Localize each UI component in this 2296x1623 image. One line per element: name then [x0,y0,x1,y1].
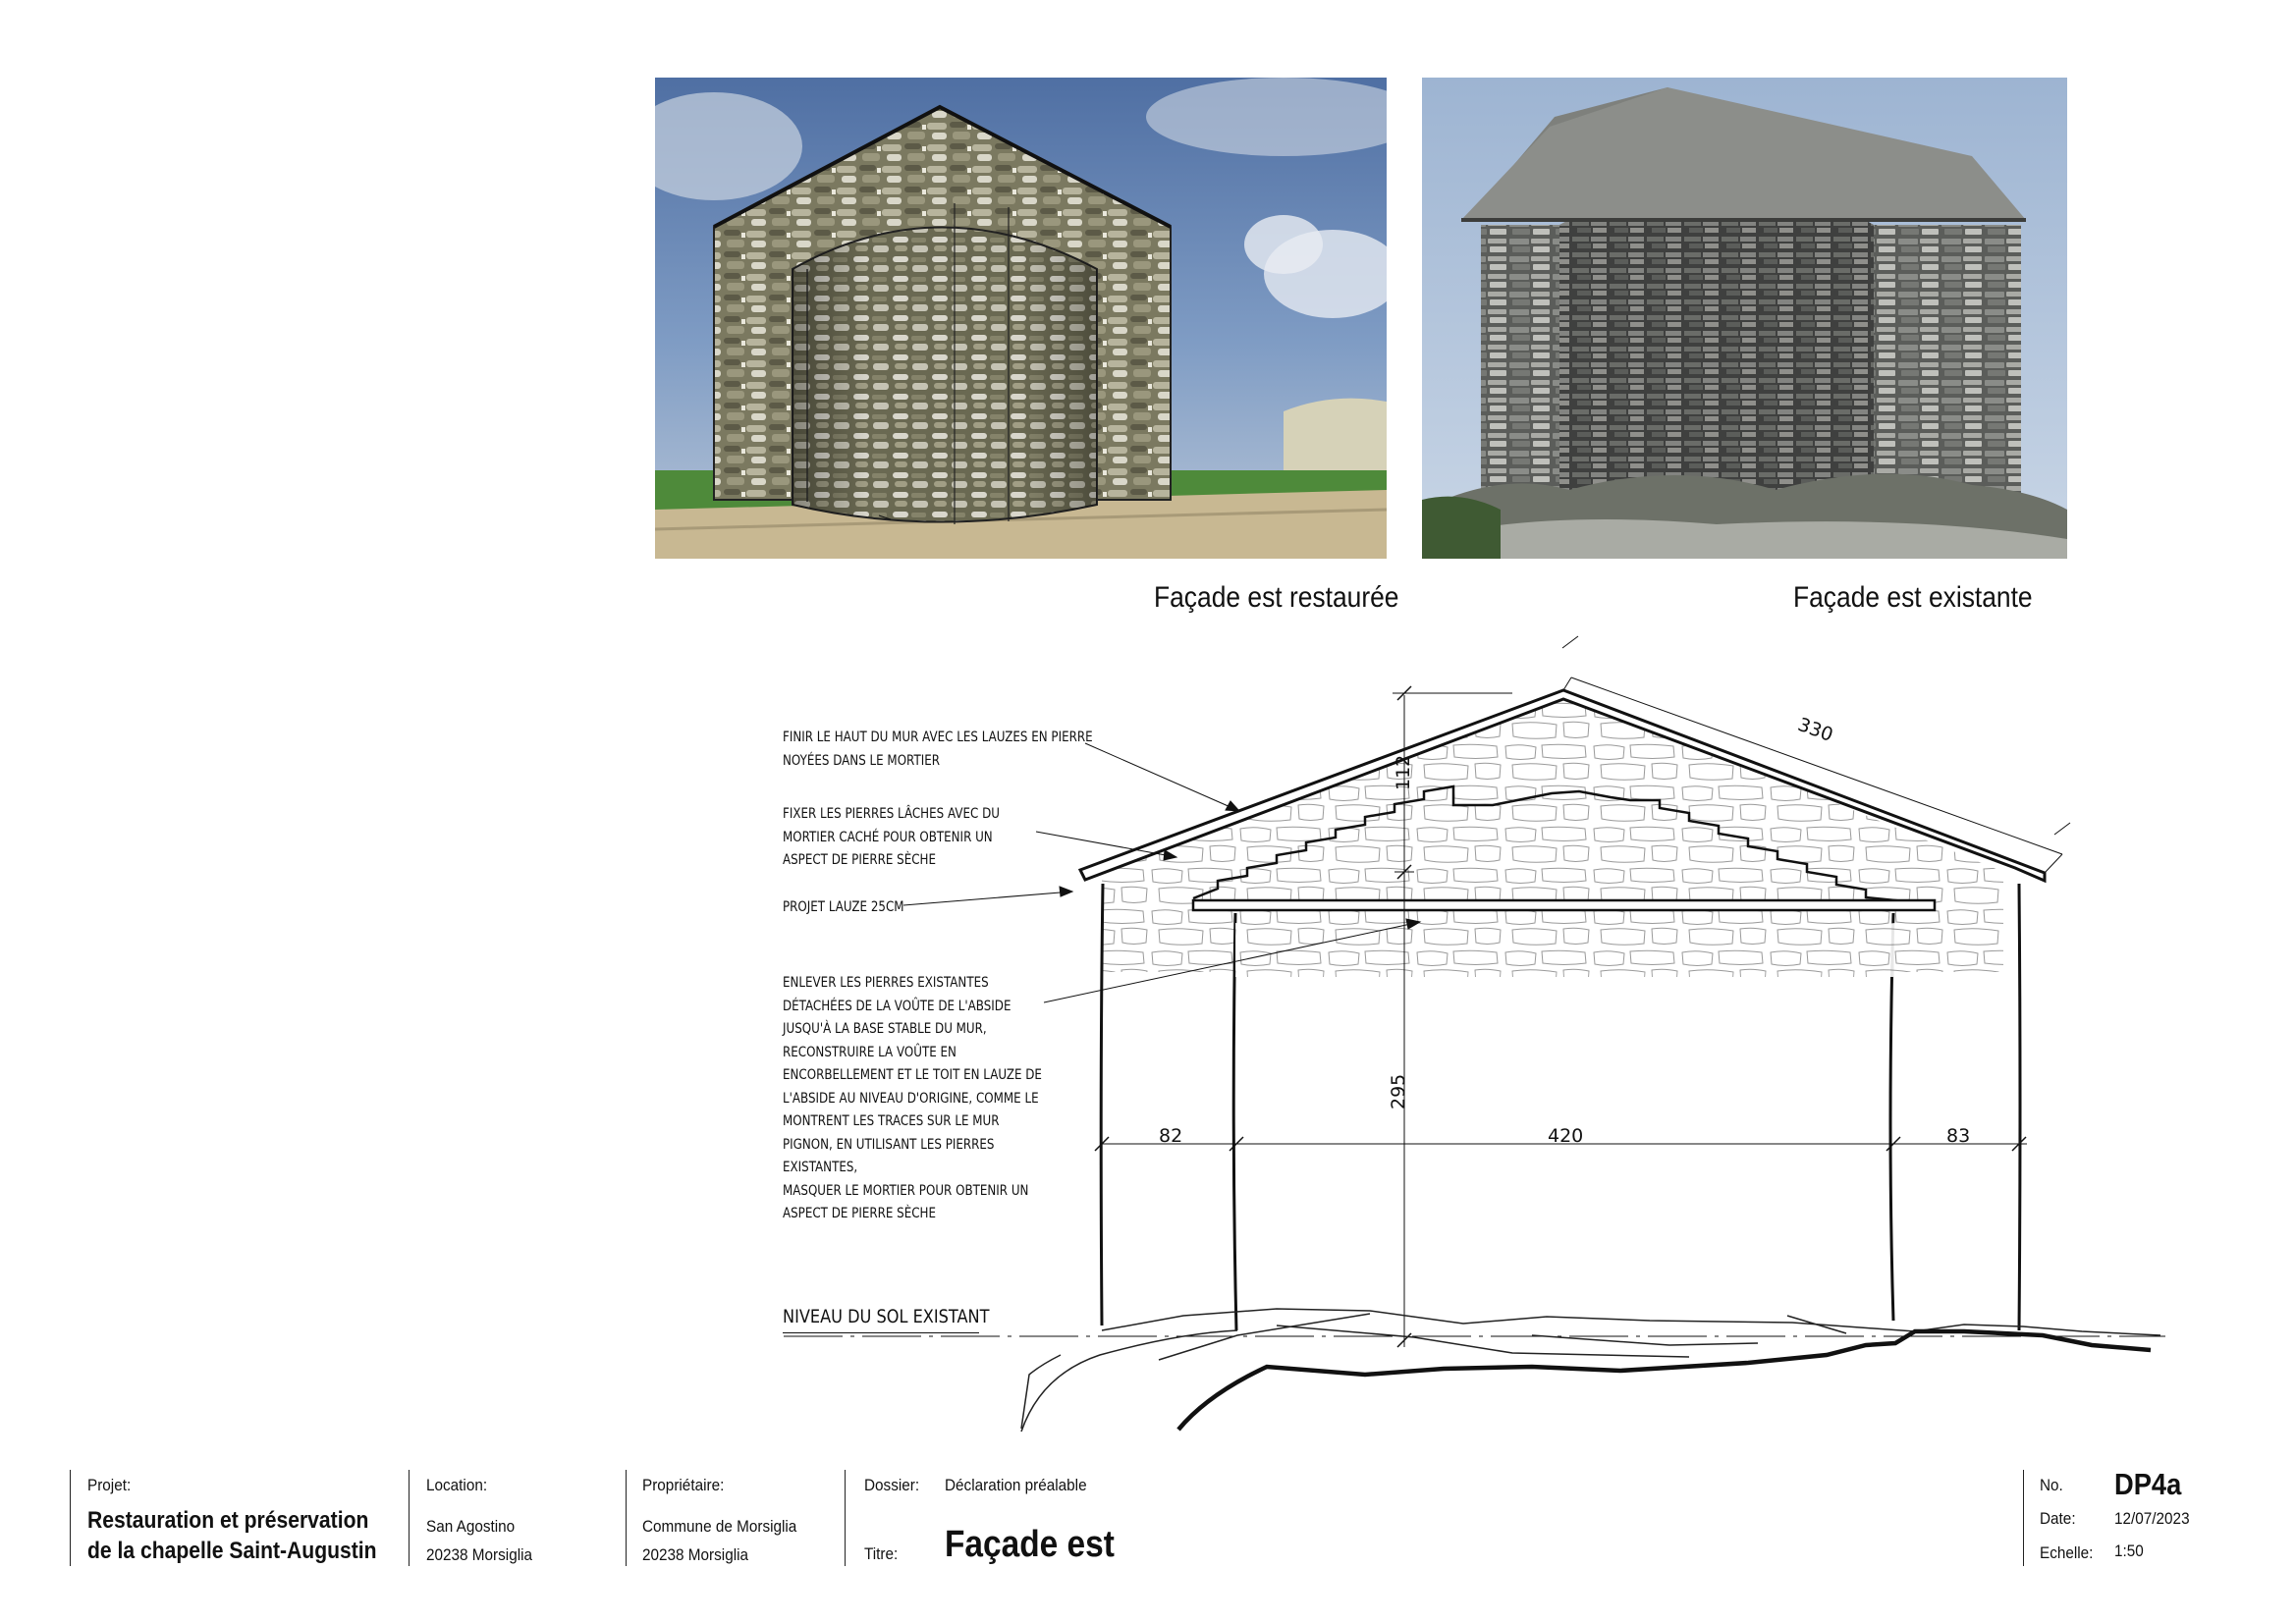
location-value: San Agostino 20238 Morsiglia [426,1517,533,1564]
drawing-title: Façade est [945,1524,1115,1565]
date-value: 12/07/2023 [2114,1509,2190,1528]
gable-height-dimension: 112 [1393,754,1414,790]
wall-height-dimension: 295 [1388,1073,1409,1109]
note-apse-vault: ENLEVER LES PIERRES EXISTANTES DÉTACHÉES DE LA VOÛTE DE L'ABSIDE JUSQU'À LA BASE STABLE DU MUR, RECONSTRUIRE LA VOÛTE EN ENCORBELLEMENT ET LE TOIT EN LAUZE DE L'ABSIDE AU NIVEAU D'ORIGINE, COMME LE MONTRENT LES TRACES SUR LE MUR PIGNON, EN UTILISANT LES PIERRES EXISTANTES, MASQUER LE MORTIER POUR OBTENIR UN ASPECT DE PIERRE SÈCHE [783,975,1042,1221]
apse-lintel-slab [1193,900,1935,910]
ground-label-underline [783,1332,979,1333]
dossier-label: Dossier: [864,1476,920,1494]
titre-label: Titre: [864,1544,899,1563]
roof-slope-dimension: 330 [1794,713,1836,746]
location-label: Location: [426,1476,488,1494]
proprietaire-label: Propriétaire: [642,1476,725,1494]
date-label: Date: [2040,1509,2076,1528]
proprietaire-value: Commune de Morsiglia 20238 Morsiglia [642,1517,797,1564]
drawing-number: DP4a [2114,1467,2182,1501]
existing-facade-caption: Façade est existante [1793,581,2033,614]
left-outer-wall [1101,884,1103,1325]
no-label: No. [2040,1476,2063,1494]
ground-level-label: NIVEAU DU SOL EXISTANT [783,1306,990,1327]
tb-divider [70,1470,71,1566]
projet-value: Restauration et préservation de la chapelle Saint-Augustin [87,1507,377,1564]
tb-divider [626,1470,627,1566]
opening-dimension: 420 [1548,1125,1584,1147]
right-outer-wall [2019,884,2020,1330]
projet-label: Projet: [87,1476,132,1494]
note-lauze-project: PROJET LAUZE 25CM [783,899,904,915]
echelle-value: 1:50 [2114,1542,2144,1560]
note-top-wall-finish: FINIR LE HAUT DU MUR AVEC LES LAUZES EN PIERRE NOYÉES DANS LE MORTIER [783,730,1093,769]
tb-divider [845,1470,846,1566]
left-wall-dimension: 82 [1159,1125,1183,1147]
dossier-value: Déclaration préalable [945,1476,1087,1494]
tb-divider [2023,1470,2024,1566]
right-wall-dimension: 83 [1946,1125,1971,1147]
echelle-label: Echelle: [2040,1543,2094,1562]
tb-divider [409,1470,410,1566]
restored-facade-caption: Façade est restaurée [1154,581,1399,614]
note-fix-loose-stones: FIXER LES PIERRES LÂCHES AVEC DU MORTIER CACHÉ POUR OBTENIR UN ASPECT DE PIERRE SÈCHE [783,806,1000,868]
